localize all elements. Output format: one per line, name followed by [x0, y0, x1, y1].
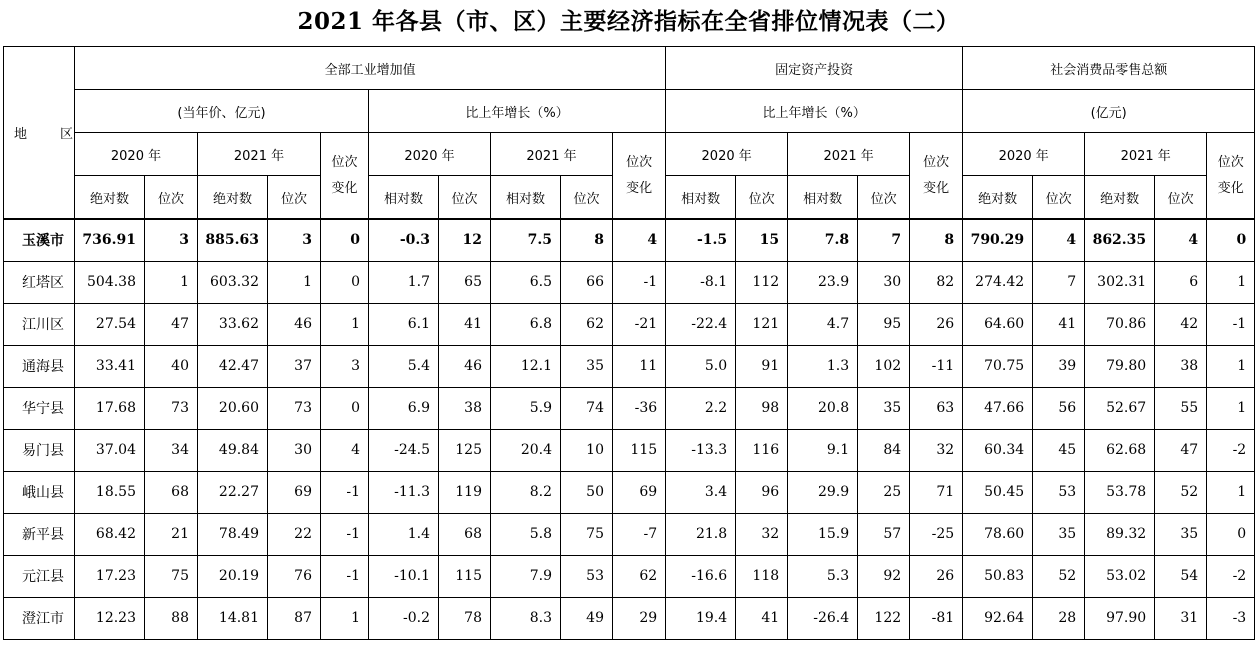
data-cell: 70.75	[963, 345, 1033, 387]
data-cell: 52	[1033, 555, 1085, 597]
data-cell: 26	[910, 555, 963, 597]
data-cell: 302.31	[1085, 261, 1155, 303]
data-cell: 50	[561, 471, 613, 513]
data-cell: -1	[321, 513, 369, 555]
data-cell: 6.9	[369, 387, 439, 429]
rank-change-header: 位次 变化	[1207, 133, 1255, 220]
data-cell: 790.29	[963, 219, 1033, 261]
data-cell: 53.02	[1085, 555, 1155, 597]
data-cell: 35	[1155, 513, 1207, 555]
data-cell: 38	[439, 387, 491, 429]
data-cell: 119	[439, 471, 491, 513]
data-cell: 8	[910, 219, 963, 261]
data-cell: 41	[439, 303, 491, 345]
data-cell: 102	[858, 345, 910, 387]
data-cell: 3	[268, 219, 321, 261]
data-cell: 15.9	[788, 513, 858, 555]
table-row	[4, 555, 1255, 597]
data-cell: 1.4	[369, 513, 439, 555]
data-cell: 49.84	[198, 429, 268, 471]
data-cell: 53	[1033, 471, 1085, 513]
data-cell: -24.5	[369, 429, 439, 471]
page-title: 2021 年各县（市、区）主要经济指标在全省排位情况表（二）	[297, 8, 960, 35]
data-cell: 68	[145, 471, 198, 513]
data-cell: 1	[1207, 261, 1255, 303]
data-cell: 37	[268, 345, 321, 387]
data-cell: 1	[1207, 387, 1255, 429]
data-cell: 1	[321, 597, 369, 639]
data-cell: -2	[1207, 429, 1255, 471]
data-cell: 0	[1207, 219, 1255, 261]
data-cell: 73	[145, 387, 198, 429]
data-cell: 60.34	[963, 429, 1033, 471]
data-cell: -26.4	[788, 597, 858, 639]
data-cell: 69	[613, 471, 666, 513]
data-cell: 25	[858, 471, 910, 513]
data-cell: 6	[1155, 261, 1207, 303]
abs-value-header: 绝对数	[75, 176, 145, 220]
data-cell: 6.5	[491, 261, 561, 303]
data-cell: 38	[1155, 345, 1207, 387]
data-cell: 32	[910, 429, 963, 471]
data-cell: 3	[145, 219, 198, 261]
data-cell: 7	[858, 219, 910, 261]
data-cell: 20.60	[198, 387, 268, 429]
data-cell: 5.4	[369, 345, 439, 387]
year-2021-header: 2021 年	[198, 133, 321, 176]
data-cell: 62	[613, 555, 666, 597]
data-cell: 7.9	[491, 555, 561, 597]
data-cell: 0	[321, 261, 369, 303]
data-cell: 19.4	[666, 597, 736, 639]
data-cell: -25	[910, 513, 963, 555]
rank-header: 位次	[145, 176, 198, 220]
data-cell: -7	[613, 513, 666, 555]
data-cell: -11	[910, 345, 963, 387]
data-cell: 78	[439, 597, 491, 639]
data-cell: -21	[613, 303, 666, 345]
data-cell: 7	[1033, 261, 1085, 303]
data-cell: 10	[561, 429, 613, 471]
data-cell: -8.1	[666, 261, 736, 303]
data-cell: 125	[439, 429, 491, 471]
data-cell: 65	[439, 261, 491, 303]
region-cell: 新平县	[4, 513, 75, 555]
data-cell: 26	[910, 303, 963, 345]
data-cell: 42	[1155, 303, 1207, 345]
data-cell: 862.35	[1085, 219, 1155, 261]
data-cell: 55	[1155, 387, 1207, 429]
table-row	[4, 513, 1255, 555]
data-cell: 62.68	[1085, 429, 1155, 471]
abs-value-header: 绝对数	[963, 176, 1033, 220]
table-row	[4, 261, 1255, 303]
data-cell: 122	[858, 597, 910, 639]
data-cell: -1	[321, 471, 369, 513]
rank-change-header: 位次 变化	[910, 133, 963, 220]
data-cell: -0.3	[369, 219, 439, 261]
data-cell: 76	[268, 555, 321, 597]
rank-header: 位次	[268, 176, 321, 220]
data-cell: 3	[321, 345, 369, 387]
rel-value-header: 相对数	[788, 176, 858, 220]
data-cell: 98	[736, 387, 788, 429]
data-cell: -0.2	[369, 597, 439, 639]
region-cell: 玉溪市	[4, 219, 75, 261]
table-row	[4, 303, 1255, 345]
data-cell: 47	[1155, 429, 1207, 471]
data-cell: 56	[1033, 387, 1085, 429]
data-cell: 92	[858, 555, 910, 597]
rank-header: 位次	[561, 176, 613, 220]
data-cell: 121	[736, 303, 788, 345]
data-cell: 68	[439, 513, 491, 555]
rel-value-header: 相对数	[666, 176, 736, 220]
data-cell: -1.5	[666, 219, 736, 261]
industry-value-header: 全部工业增加值	[75, 47, 666, 90]
data-cell: 41	[1033, 303, 1085, 345]
data-cell: 69	[268, 471, 321, 513]
data-cell: -22.4	[666, 303, 736, 345]
data-cell: 96	[736, 471, 788, 513]
data-cell: 34	[145, 429, 198, 471]
region-cell: 澄江市	[4, 597, 75, 639]
retail-unit-subheader: (亿元)	[963, 90, 1255, 133]
data-cell: 20.4	[491, 429, 561, 471]
data-cell: 8.2	[491, 471, 561, 513]
rel-value-header: 相对数	[369, 176, 439, 220]
data-cell: 4	[321, 429, 369, 471]
data-cell: 33.41	[75, 345, 145, 387]
data-cell: 35	[1033, 513, 1085, 555]
year-2020-header: 2020 年	[369, 133, 491, 176]
data-cell: 7.8	[788, 219, 858, 261]
data-cell: 0	[321, 387, 369, 429]
data-cell: 115	[613, 429, 666, 471]
region-header: 地 区	[4, 47, 75, 220]
region-cell: 通海县	[4, 345, 75, 387]
data-cell: 78.49	[198, 513, 268, 555]
data-cell: -81	[910, 597, 963, 639]
data-cell: 5.3	[788, 555, 858, 597]
data-cell: 50.83	[963, 555, 1033, 597]
data-cell: 4	[613, 219, 666, 261]
data-cell: 15	[736, 219, 788, 261]
data-cell: 74	[561, 387, 613, 429]
data-cell: 20.8	[788, 387, 858, 429]
data-cell: 1	[321, 303, 369, 345]
data-cell: 50.45	[963, 471, 1033, 513]
data-cell: 1	[268, 261, 321, 303]
data-cell: 116	[736, 429, 788, 471]
data-cell: -16.6	[666, 555, 736, 597]
rank-header: 位次	[439, 176, 491, 220]
data-cell: 5.0	[666, 345, 736, 387]
table-row	[4, 597, 1255, 639]
data-cell: 52	[1155, 471, 1207, 513]
retail-sales-header: 社会消费品零售总额	[963, 47, 1255, 90]
data-cell: 274.42	[963, 261, 1033, 303]
data-cell: 112	[736, 261, 788, 303]
data-cell: 29	[613, 597, 666, 639]
data-cell: 84	[858, 429, 910, 471]
data-cell: 46	[268, 303, 321, 345]
data-cell: 8.3	[491, 597, 561, 639]
data-cell: -11.3	[369, 471, 439, 513]
year-2021-header: 2021 年	[491, 133, 613, 176]
data-cell: 63	[910, 387, 963, 429]
region-cell: 江川区	[4, 303, 75, 345]
table-row	[4, 345, 1255, 387]
data-cell: 32	[736, 513, 788, 555]
data-cell: 42.47	[198, 345, 268, 387]
data-cell: 28	[1033, 597, 1085, 639]
data-cell: 40	[145, 345, 198, 387]
data-cell: 27.54	[75, 303, 145, 345]
data-cell: 70.86	[1085, 303, 1155, 345]
data-cell: 11	[613, 345, 666, 387]
data-cell: 17.68	[75, 387, 145, 429]
data-cell: -1	[1207, 303, 1255, 345]
fixed-asset-header: 固定资产投资	[666, 47, 963, 90]
data-cell: 37.04	[75, 429, 145, 471]
data-cell: 64.60	[963, 303, 1033, 345]
data-cell: 23.9	[788, 261, 858, 303]
region-cell: 华宁县	[4, 387, 75, 429]
data-cell: 736.91	[75, 219, 145, 261]
data-cell: 66	[561, 261, 613, 303]
data-cell: 97.90	[1085, 597, 1155, 639]
data-cell: 45	[1033, 429, 1085, 471]
data-cell: 82	[910, 261, 963, 303]
region-cell: 红塔区	[4, 261, 75, 303]
data-cell: 78.60	[963, 513, 1033, 555]
data-cell: 0	[1207, 513, 1255, 555]
data-cell: 91	[736, 345, 788, 387]
data-cell: 52.67	[1085, 387, 1155, 429]
data-cell: 92.64	[963, 597, 1033, 639]
fixed-growth-subheader: 比上年增长（%）	[666, 90, 963, 133]
data-cell: 4	[1155, 219, 1207, 261]
data-cell: -3	[1207, 597, 1255, 639]
data-cell: 18.55	[75, 471, 145, 513]
data-cell: 75	[145, 555, 198, 597]
data-cell: 12	[439, 219, 491, 261]
data-cell: -1	[613, 261, 666, 303]
data-cell: 1	[145, 261, 198, 303]
table-body	[4, 219, 1255, 639]
table-row	[4, 471, 1255, 513]
data-cell: 504.38	[75, 261, 145, 303]
data-cell: 79.80	[1085, 345, 1155, 387]
data-cell: 6.8	[491, 303, 561, 345]
data-cell: 88	[145, 597, 198, 639]
region-cell: 易门县	[4, 429, 75, 471]
data-cell: 603.32	[198, 261, 268, 303]
industry-growth-subheader: 比上年增长（%）	[369, 90, 666, 133]
rank-header: 位次	[1033, 176, 1085, 220]
data-cell: -10.1	[369, 555, 439, 597]
rank-header: 位次	[1155, 176, 1207, 220]
economic-indicators-table	[3, 46, 1255, 640]
industry-price-subheader: (当年价、亿元)	[75, 90, 369, 133]
rank-header: 位次	[736, 176, 788, 220]
rank-change-header: 位次 变化	[613, 133, 666, 220]
data-cell: -1	[321, 555, 369, 597]
data-cell: -2	[1207, 555, 1255, 597]
data-cell: 1	[1207, 345, 1255, 387]
table-row	[4, 429, 1255, 471]
data-cell: 31	[1155, 597, 1207, 639]
year-2021-header: 2021 年	[1085, 133, 1207, 176]
data-cell: 9.1	[788, 429, 858, 471]
data-cell: 21	[145, 513, 198, 555]
table-row	[4, 387, 1255, 429]
data-cell: 57	[858, 513, 910, 555]
rel-value-header: 相对数	[491, 176, 561, 220]
data-cell: 73	[268, 387, 321, 429]
year-2021-header: 2021 年	[788, 133, 910, 176]
data-cell: 1.3	[788, 345, 858, 387]
data-cell: 12.1	[491, 345, 561, 387]
data-cell: 5.8	[491, 513, 561, 555]
data-cell: 0	[321, 219, 369, 261]
data-cell: 22	[268, 513, 321, 555]
data-cell: 8	[561, 219, 613, 261]
data-cell: 115	[439, 555, 491, 597]
data-cell: 1.7	[369, 261, 439, 303]
data-cell: 4	[1033, 219, 1085, 261]
data-cell: 21.8	[666, 513, 736, 555]
data-cell: 46	[439, 345, 491, 387]
data-cell: 49	[561, 597, 613, 639]
year-2020-header: 2020 年	[963, 133, 1085, 176]
data-cell: 6.1	[369, 303, 439, 345]
data-cell: 30	[268, 429, 321, 471]
data-cell: -36	[613, 387, 666, 429]
rank-header: 位次	[858, 176, 910, 220]
abs-value-header: 绝对数	[198, 176, 268, 220]
data-cell: 5.9	[491, 387, 561, 429]
data-cell: -13.3	[666, 429, 736, 471]
data-cell: 95	[858, 303, 910, 345]
data-cell: 71	[910, 471, 963, 513]
data-cell: 68.42	[75, 513, 145, 555]
data-cell: 62	[561, 303, 613, 345]
data-cell: 885.63	[198, 219, 268, 261]
data-cell: 33.62	[198, 303, 268, 345]
data-cell: 17.23	[75, 555, 145, 597]
data-cell: 4.7	[788, 303, 858, 345]
rank-change-header: 位次 变化	[321, 133, 369, 220]
data-cell: 53.78	[1085, 471, 1155, 513]
data-cell: 3.4	[666, 471, 736, 513]
year-2020-header: 2020 年	[666, 133, 788, 176]
data-cell: 75	[561, 513, 613, 555]
data-cell: 39	[1033, 345, 1085, 387]
data-cell: 87	[268, 597, 321, 639]
abs-value-header: 绝对数	[1085, 176, 1155, 220]
data-cell: 20.19	[198, 555, 268, 597]
region-cell: 峨山县	[4, 471, 75, 513]
data-cell: 29.9	[788, 471, 858, 513]
data-cell: 2.2	[666, 387, 736, 429]
data-cell: 41	[736, 597, 788, 639]
data-cell: 89.32	[1085, 513, 1155, 555]
data-cell: 22.27	[198, 471, 268, 513]
data-cell: 7.5	[491, 219, 561, 261]
data-cell: 54	[1155, 555, 1207, 597]
data-cell: 53	[561, 555, 613, 597]
data-cell: 30	[858, 261, 910, 303]
region-cell: 元江县	[4, 555, 75, 597]
data-cell: 47.66	[963, 387, 1033, 429]
data-cell: 35	[858, 387, 910, 429]
data-cell: 118	[736, 555, 788, 597]
data-cell: 12.23	[75, 597, 145, 639]
data-cell: 14.81	[198, 597, 268, 639]
table-row	[4, 219, 1255, 261]
data-cell: 1	[1207, 471, 1255, 513]
year-2020-header: 2020 年	[75, 133, 198, 176]
data-cell: 47	[145, 303, 198, 345]
data-cell: 35	[561, 345, 613, 387]
